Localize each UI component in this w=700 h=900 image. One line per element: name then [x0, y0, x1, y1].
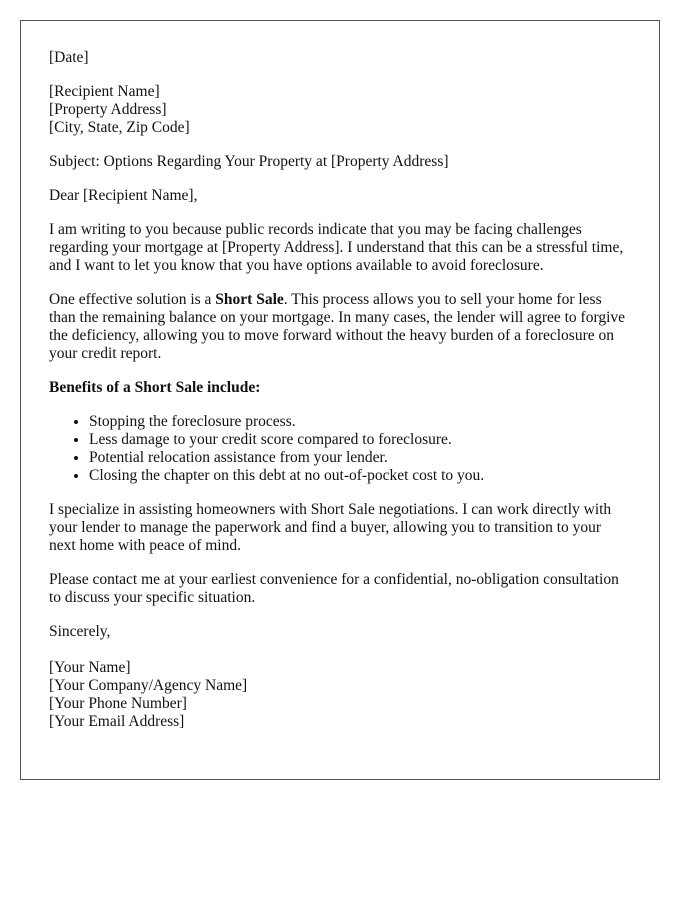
- letter-subject: Subject: Options Regarding Your Property at [Property Address]: [49, 153, 449, 170]
- short-sale-emphasis: Short Sale: [215, 291, 284, 308]
- signature-email: [Your Email Address]: [49, 713, 185, 730]
- recipient-name: [Recipient Name]: [49, 83, 160, 100]
- benefit-item: • Less damage to your credit score compared to foreclosure.: [89, 431, 631, 449]
- letter-paragraph-short-sale: [49, 291, 631, 363]
- benefit-item: • Stopping the foreclosure process.: [89, 413, 631, 431]
- recipient-property-address: [Property Address]: [49, 101, 167, 118]
- recipient-address-block: [49, 83, 631, 137]
- signature-phone: [Your Phone Number]: [49, 695, 187, 712]
- letter-closing: Sincerely,: [49, 623, 111, 640]
- paragraph-text-before: One effective solution is a: [49, 291, 216, 308]
- benefit-item: • Potential relocation assistance from your lender.: [89, 449, 631, 467]
- signature-block: [49, 659, 631, 731]
- benefit-item: • Closing the chapter on this debt at no out-of-pocket cost to you.: [89, 467, 631, 485]
- letter-paragraph-specialize: I specialize in assisting homeowners with Short Sale negotiations. I can work directly with your lender to manage the paperwork and find a buyer, allowing you to transition to your next home with peace of mind.: [49, 501, 612, 554]
- letter-page: [20, 20, 660, 780]
- letter-greeting: Dear [Recipient Name],: [49, 187, 198, 204]
- benefits-heading: Benefits of a Short Sale include:: [49, 379, 261, 396]
- paragraph-text-after: . This process allows you to sell your home for less than the remaining balance on your mortgage. In many cases, the lender will agree to forgive the deficiency, allowing you to move forward without the heavy burden of a foreclosure on your credit report.: [49, 291, 626, 362]
- letter-date: [Date]: [49, 49, 89, 66]
- signature-company: [Your Company/Agency Name]: [49, 677, 248, 694]
- signature-name: [Your Name]: [49, 659, 131, 676]
- recipient-city-state-zip: [City, State, Zip Code]: [49, 119, 190, 136]
- benefits-list: [49, 413, 631, 485]
- letter-paragraph-contact: Please contact me at your earliest convenience for a confidential, no-obligation consultation to discuss your specific situation.: [49, 571, 619, 606]
- letter-paragraph-intro: I am writing to you because public records indicate that you may be facing challenges regarding your mortgage at [Property Address]. I understand that this can be a stressful time, and I want to let you know that you have options available to avoid foreclosure.: [49, 221, 624, 274]
